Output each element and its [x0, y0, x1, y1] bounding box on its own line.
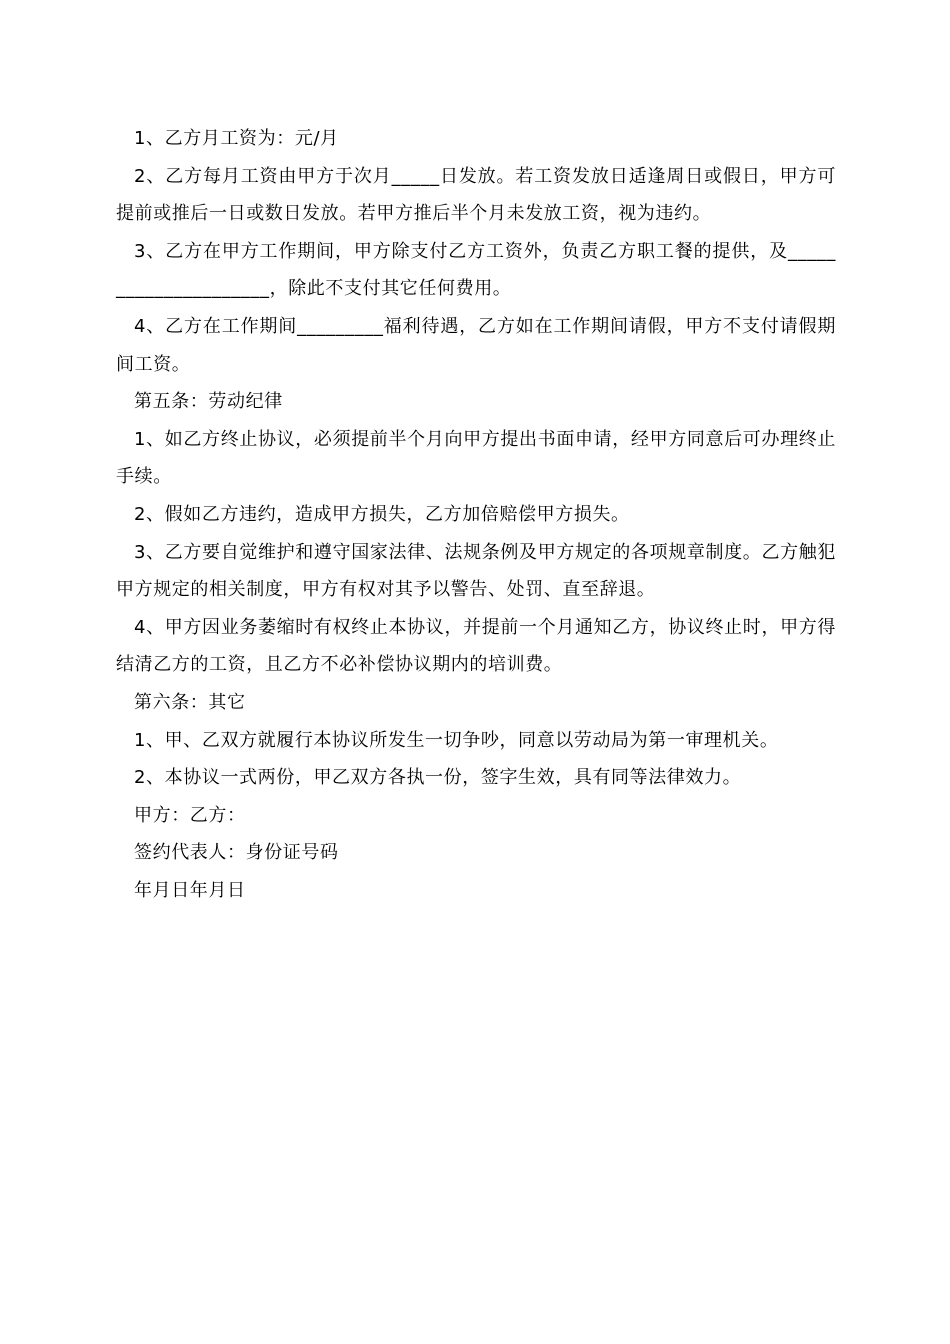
clause-salary-payday: 2、乙方每月工资由甲方于次月_____日发放。若工资发放日适逢周日或假日，甲方可提前或推后一日或数日发放。若甲方推后半个月未发放工资，视为违约。 [116, 165, 836, 225]
signature-parties: 甲方：乙方： [134, 804, 246, 826]
clause-breach-compensation: 2、假如乙方违约，造成甲方损失，乙方加倍赔偿甲方损失。 [134, 503, 630, 525]
clause-salary-amount: 1、乙方月工资为：元/月 [134, 128, 339, 149]
signature-dates: 年月日年月日 [134, 879, 246, 901]
clause-business-shrink: 4、甲方因业务萎缩时有权终止本协议，并提前一个月通知乙方，协议终止时，甲方得结清乙方的工资，且乙方不必补偿协议期内的培训费。 [116, 616, 836, 676]
clause-welfare-leave: 4、乙方在工作期间_________福利待遇，乙方如在工作期间请假，甲方不支付请假期间工资。 [116, 315, 836, 375]
section-heading-other: 第六条：其它 [134, 691, 246, 713]
clause-meals-expenses: 3、乙方在甲方工作期间，甲方除支付乙方工资外，负责乙方职工餐的提供，及_____________________，除此不支付其它任何费用。 [116, 240, 836, 300]
document-body [116, 120, 836, 909]
section-heading-labor-discipline: 第五条：劳动纪律 [134, 391, 283, 413]
clause-termination-notice: 1、如乙方终止协议，必须提前半个月向甲方提出书面申请，经甲方同意后可办理终止手续。 [116, 428, 836, 488]
clause-rules-compliance: 3、乙方要自觉维护和遵守国家法律、法规条例及甲方规定的各项规章制度。乙方触犯甲方规定的相关制度，甲方有权对其予以警告、处罚、直至辞退。 [116, 541, 836, 601]
clause-dispute-resolution: 1、甲、乙双方就履行本协议所发生一切争吵，同意以劳动局为第一审理机关。 [134, 729, 779, 751]
clause-copies-validity: 2、本协议一式两份，甲乙双方各执一份，签字生效，具有同等法律效力。 [134, 767, 742, 789]
signature-representative-id: 签约代表人：身份证号码 [134, 842, 339, 864]
